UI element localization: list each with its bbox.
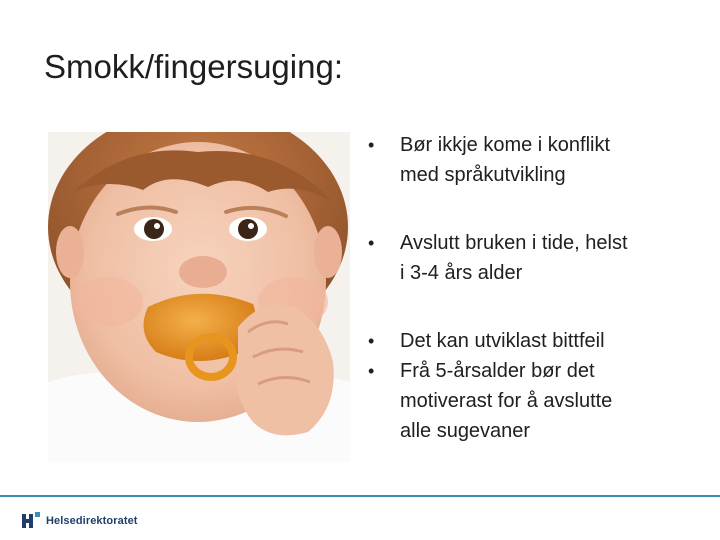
bullet-line: Frå 5-årsalder bør det [400,360,595,382]
bullet-line: med språkutvikling [400,164,566,186]
bullet-dot: • [368,135,375,155]
bullet-line: alle sugevaner [400,420,531,442]
logo-text: Helsedirektoratet [46,515,138,527]
bullet-line: Bør ikkje kome i konflikt [400,134,611,156]
bullet-item [366,130,706,190]
child-illustration [48,132,350,462]
bullet-line: i 3-4 års alder [400,262,523,284]
bullet-line: motiverast for å avslutte [400,390,613,412]
bullet-line: Det kan utviklast bittfeil [400,330,605,352]
bullet-dot: • [368,361,375,381]
bullet-item [366,326,706,356]
slide-title: Smokk/fingersuging: [44,48,343,85]
footer-divider [0,495,720,497]
child-pacifier-photo [48,132,350,462]
bullet-item [366,356,706,446]
bullet-item [366,228,706,288]
bullet-dot: • [368,233,375,253]
bullet-line: Avslutt bruken i tide, helst [400,232,628,254]
helsedirektoratet-logo [22,511,138,531]
bullet-list [366,130,706,446]
logo-mark-icon [22,512,40,530]
bullet-dot: • [368,331,375,351]
